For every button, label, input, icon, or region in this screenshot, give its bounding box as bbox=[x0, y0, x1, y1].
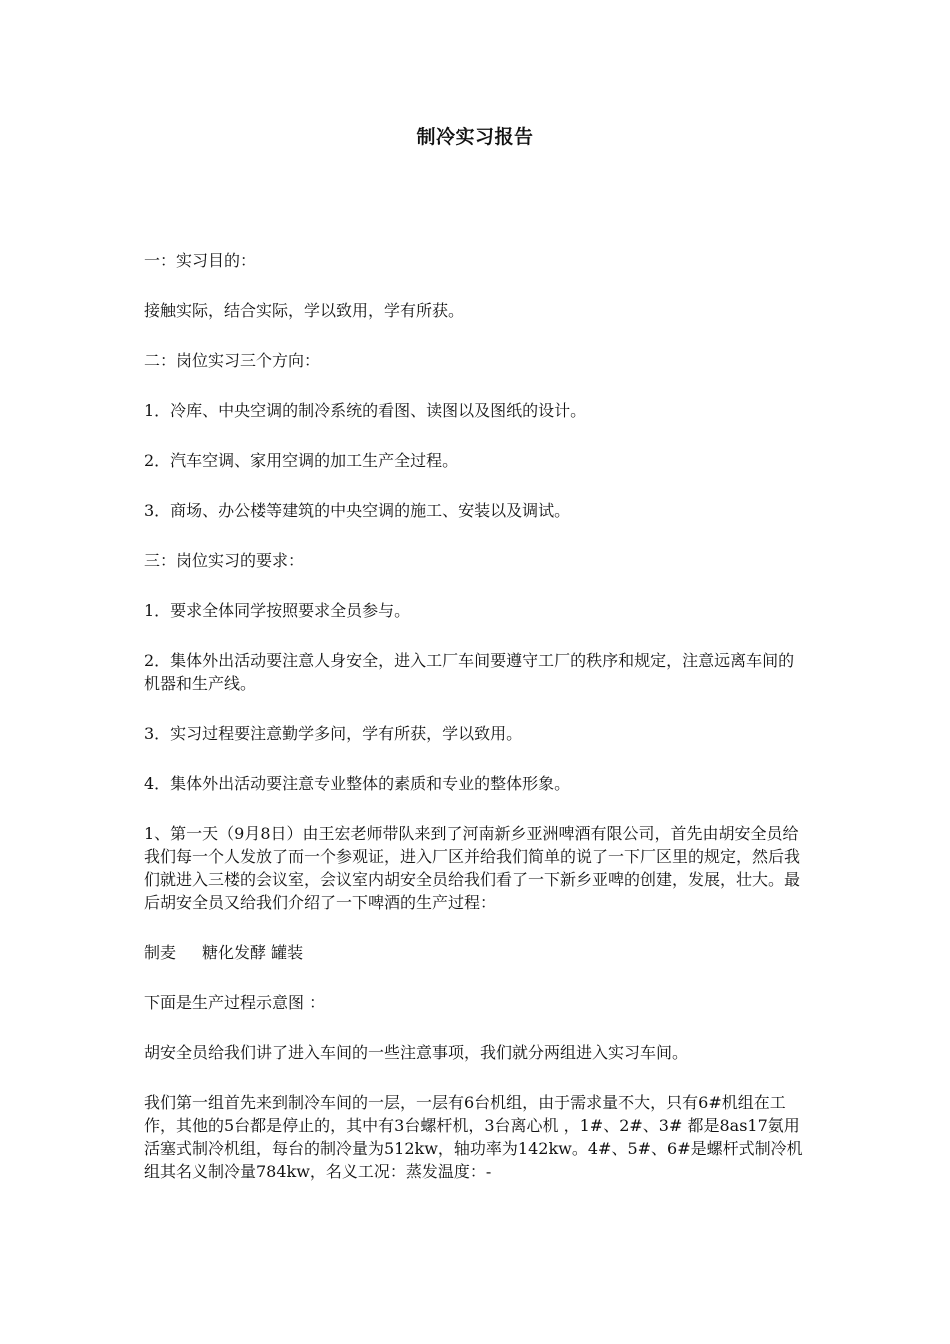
diagram-caption: 下面是生产过程示意图 ： bbox=[144, 993, 326, 1012]
process-step: 糖化发酵 bbox=[202, 943, 267, 962]
process-steps bbox=[144, 941, 809, 964]
process-step: 罐装 bbox=[271, 943, 304, 962]
list-item: 1．冷库、中央空调的制冷系统的看图、读图以及图纸的设计。 bbox=[144, 401, 587, 420]
paragraph: 我们第一组首先来到制冷车间的一层，一层有6台机组，由于需求量不大，只有6#机组在工作，其他的5台都是停止的，其中有3台螺杆机，3台离心机 ，1#、2#、3# 都是8as17氨用活塞式制冷机组，每台的制冷量为512kw，轴功率为142kw。4#、5#、6#是螺杆式制冷机组其名义制冷量784kw，名义工况：蒸发温度：- bbox=[144, 1093, 803, 1181]
list-item: 2．汽车空调、家用空调的加工生产全过程。 bbox=[144, 451, 459, 470]
document-body bbox=[144, 249, 809, 1183]
process-step: 制麦 bbox=[144, 943, 177, 962]
list-item: 4．集体外出活动要注意专业整体的素质和专业的整体形象。 bbox=[144, 774, 571, 793]
section-heading-requirements: 三：岗位实习的要求： bbox=[144, 551, 305, 570]
list-item: 3．商场、办公楼等建筑的中央空调的施工、安装以及调试。 bbox=[144, 501, 571, 520]
paragraph: 胡安全员给我们讲了进入车间的一些注意事项，我们就分两组进入实习车间。 bbox=[144, 1043, 689, 1062]
document-title: 制冷实习报告 bbox=[416, 126, 534, 148]
list-item: 1．要求全体同学按照要求全员参与。 bbox=[144, 601, 411, 620]
list-item: 3．实习过程要注意勤学多问，学有所获，学以致用。 bbox=[144, 724, 523, 743]
paragraph: 接触实际，结合实际，学以致用，学有所获。 bbox=[144, 301, 465, 320]
list-item: 2．集体外出活动要注意人身安全，进入工厂车间要遵守工厂的秩序和规定，注意远离车间的机器和生产线。 bbox=[144, 651, 795, 693]
paragraph: 1、第一天（9月8日）由王宏老师带队来到了河南新乡亚洲啤酒有限公司，首先由胡安全员给我们每一个人发放了而一个参观证，进入厂区并给我们简单的说了一下厂区里的规定，然后我们就进入三楼的会议室，会议室内胡安全员给我们看了一下新乡亚啤的创建，发展，壮大。最后胡安全员又给我们介绍了一下啤酒的生产过程： bbox=[144, 824, 801, 912]
section-heading-purpose: 一：实习目的： bbox=[144, 251, 257, 270]
section-heading-directions: 二：岗位实习三个方向： bbox=[144, 351, 321, 370]
